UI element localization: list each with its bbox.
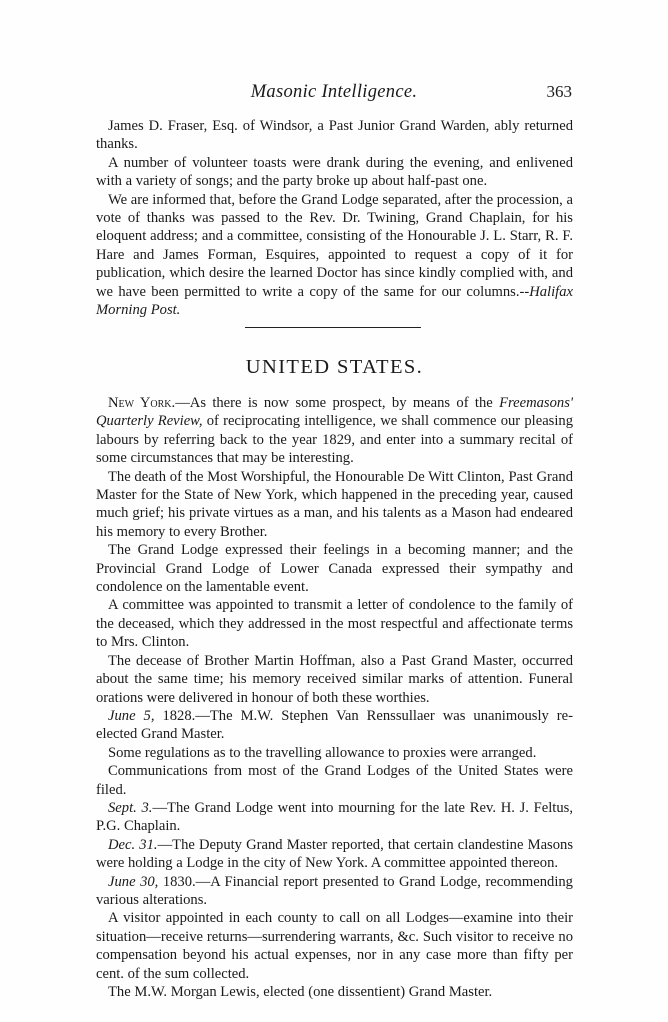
entry-dec [96, 836, 573, 873]
entry-date: June 5, [108, 707, 155, 724]
entry-text: 1830.—A Financial report presented to Grand Lodge, recommending various alterations. [96, 873, 573, 908]
running-title: Masonic Intelligence. [250, 82, 418, 102]
entry-text: A visitor appointed in each county to call on all Lodges—examine into their situation—receive returns—surrendering warrants, &c. Such visitor to receive no compensation beyond his actual expenses, nor in any case more than fifty per cent. of the sum collected. [96, 910, 573, 982]
entry-communications [96, 762, 573, 799]
procession-text: We are informed that, before the Grand Lodge separated, after the procession, a vote of thanks was passed to the Rev. Dr. Twining, Grand Chaplain, for his eloquent address; and a committee, consisting of the Honourable J. L. Starr, R. F. Hare and James Forman, Esquires, appointed to request a copy of it for publication, which desire the learned Doctor has since kindly complied with, and we have been permitted to write a copy of the same for our columns.-- [96, 191, 573, 300]
paragraph-committee: A committee was appointed to transmit a letter of condolence to the family of the deceased, which they addressed in the most respectful and affectionate terms to Mrs. Clinton. [96, 597, 573, 651]
entry-date: June 30, [108, 873, 159, 890]
entry-visitor [96, 909, 573, 983]
entry-june-1830 [96, 873, 573, 910]
journal-name: Freemasons' Quarterly Review, [96, 395, 573, 430]
entry-text: 1828.—The M.W. Stephen Van Renssullaer was unanimously re-elected Grand Master. [96, 707, 573, 743]
united-states-section [96, 394, 573, 1001]
entry-date: Sept. 3. [108, 799, 153, 816]
entry-text: Communications from most of the Grand Lodges of the United States were filed. [96, 763, 573, 798]
paragraph-hoffman: The decease of Brother Martin Hoffman, also a Past Grand Master, occurred about the same time; his memory received similar marks of attention. Funeral orations were delivered in honour of both these worthies. [96, 652, 573, 706]
source-credit: Halifax Morning Post. [96, 283, 573, 319]
top-section [96, 117, 573, 319]
paragraph-grand-lodge: The Grand Lodge expressed their feelings in a becoming manner; and the Provincial Grand Lodge of Lower Canada expressed their sympathy and condolence on the lamentable event. [96, 542, 573, 596]
entry-june-1828 [96, 707, 573, 744]
entry-text: —The Deputy Grand Master reported, that certain clandestine Masons were holding a Lodge in the city of New York. A committee appointed thereon. [96, 836, 573, 872]
new-york-rest: of reciprocating intelligence, we shall commence our pleasing labours by referring back to the year 1829, and enter into a summary recital of some circumstances that may be interesting. [96, 413, 574, 467]
entry-text: —The Grand Lodge went into mourning for the late Rev. H. J. Feltus, P.G. Chaplain. [96, 799, 573, 835]
paragraph-new-york [96, 394, 573, 468]
entry-date: Dec. 31. [108, 836, 158, 853]
entry-morgan-lewis [96, 983, 573, 1001]
running-head [96, 82, 572, 108]
paragraph-procession [96, 191, 573, 320]
new-york-lead: New York. [108, 395, 176, 411]
new-york-intro: —As there is now some prospect, by means of the [175, 395, 500, 411]
entry-regulations [96, 744, 573, 762]
entry-text: The M.W. Morgan Lewis, elected (one dissentient) Grand Master. [108, 984, 493, 1000]
entry-sept [96, 799, 573, 836]
paragraph-clinton: The death of the Most Worshipful, the Honourable De Witt Clinton, Past Grand Master for the State of New York, which happened in the preceding year, caused much grief; his private virtues as a man, and his talents as a Mason had endeared his memory to every Brother. [96, 468, 573, 540]
paragraph-fraser: James D. Fraser, Esq. of Windsor, a Past Junior Grand Warden, ably returned thanks. [96, 118, 573, 153]
paragraph-toasts: A number of volunteer toasts were drank during the evening, and enlivened with a variety of songs; and the party broke up about half-past one. [96, 154, 573, 190]
entry-text: Some regulations as to the travelling allowance to proxies were arranged. [108, 744, 537, 761]
section-title: UNITED STATES. [245, 356, 424, 378]
page-number: 363 [546, 82, 572, 101]
section-divider [245, 327, 421, 328]
